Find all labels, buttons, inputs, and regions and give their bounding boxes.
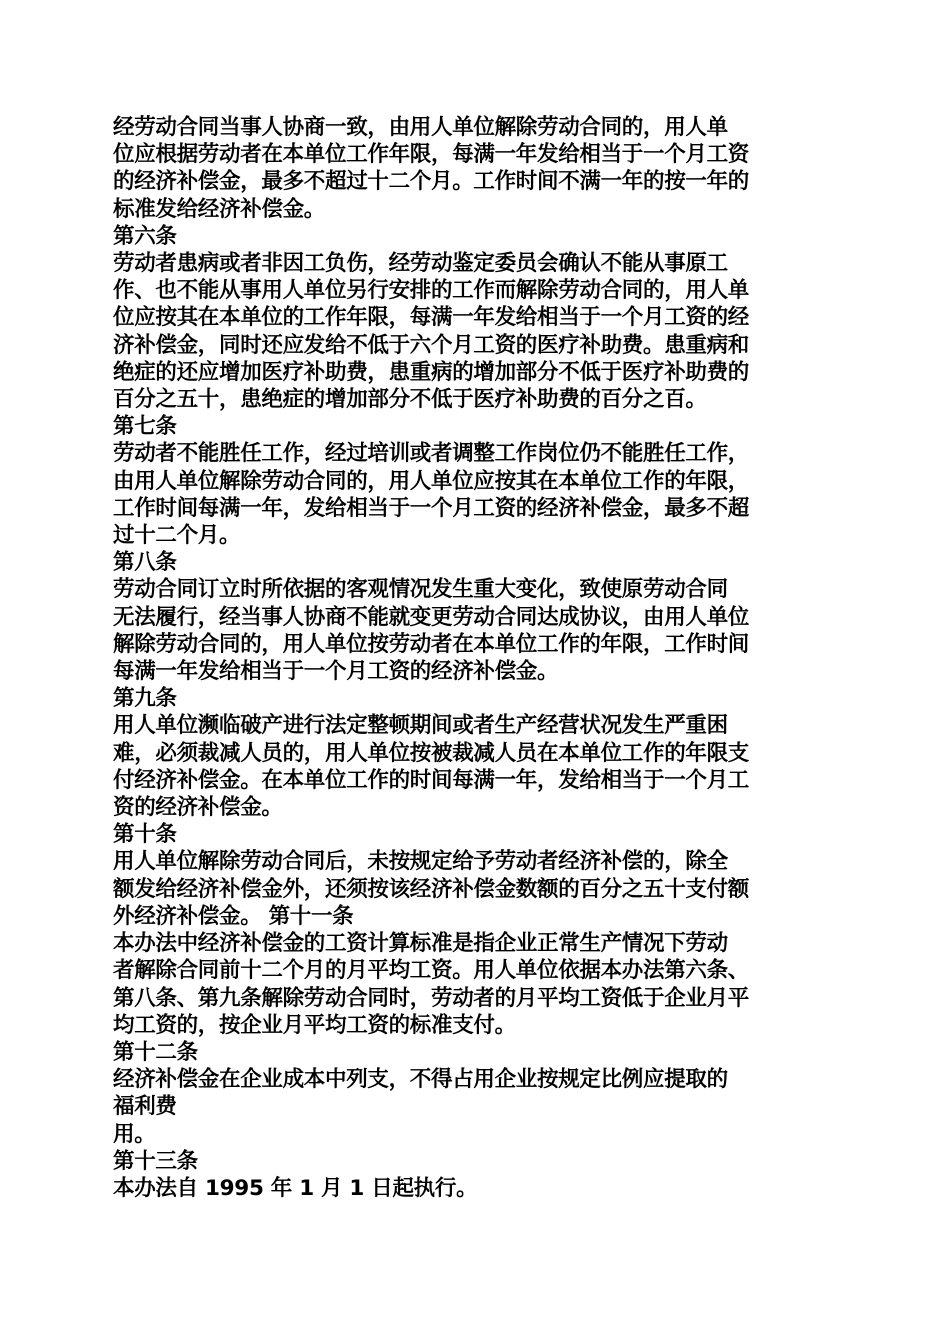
- text-line: 工作时间每满一年，发给相当于一个月工资的经济补偿金，最多不超: [113, 495, 750, 521]
- text-line: 资的经济补偿金。: [113, 795, 283, 821]
- text-line: 作、也不能从事用人单位另行安排的工作而解除劳动合同的，用人单: [113, 278, 750, 304]
- text-line: 劳动合同订立时所依据的客观情况发生重大变化，致使原劳动合同: [113, 577, 728, 603]
- text-line: 过十二个月。: [113, 523, 241, 549]
- document-body: [113, 114, 838, 1202]
- text-line: 位应根据劳动者在本单位工作年限，每满一年发给相当于一个月工资: [113, 142, 750, 168]
- text-line: 劳动者患病或者非因工负伤，经劳动鉴定委员会确认不能从事原工: [113, 251, 728, 277]
- article-heading: 第九条: [113, 686, 177, 712]
- text-line: 付经济补偿金。在本单位工作的时间每满一年，发给相当于一个月工: [113, 767, 750, 793]
- text-line: 的经济补偿金，最多不超过十二个月。工作时间不满一年的按一年的: [113, 169, 750, 195]
- text-line: 外经济补偿金。 第十一条: [113, 903, 354, 929]
- text-line: 额发给经济补偿金外，还须按该经济补偿金数额的百分之五十支付额: [113, 876, 750, 902]
- text-line: 每满一年发给相当于一个月工资的经济补偿金。: [113, 659, 559, 685]
- text-line: 用人单位濒临破产进行法定整顿期间或者生产经营状况发生严重困: [113, 713, 728, 739]
- text-line: 福利费: [113, 1094, 177, 1120]
- text-line: 劳动者不能胜任工作，经过培训或者调整工作岗位仍不能胜任工作，: [113, 441, 750, 467]
- article-heading: 第八条: [113, 550, 177, 576]
- text-line: 用。: [113, 1121, 156, 1147]
- article-heading: 第十三条: [113, 1148, 198, 1174]
- article-heading: 第十二条: [113, 1039, 198, 1065]
- text-line: 位应按其在本单位的工作年限，每满一年发给相当于一个月工资的经: [113, 305, 750, 331]
- text-line: 标准发给经济补偿金。: [113, 196, 326, 222]
- text-line: 济补偿金，同时还应发给不低于六个月工资的医疗补助费。患重病和: [113, 332, 750, 358]
- text-line: 难，必须裁减人员的，用人单位按被裁减人员在本单位工作的年限支: [113, 740, 750, 766]
- text-line: 无法履行，经当事人协商不能就变更劳动合同达成协议，由用人单位: [113, 604, 750, 630]
- text-line: 本办法中经济补偿金的工资计算标准是指企业正常生产情况下劳动: [113, 931, 728, 957]
- text-line: 经济补偿金在企业成本中列支，不得占用企业按规定比例应提取的: [113, 1067, 728, 1093]
- text-line: 百分之五十，患绝症的增加部分不低于医疗补助费的百分之百。: [113, 387, 707, 413]
- article-heading: 第十条: [113, 822, 177, 848]
- article-heading: 第七条: [113, 414, 177, 440]
- text-line: 第八条、第九条解除劳动合同时，劳动者的月平均工资低于企业月平: [113, 985, 750, 1011]
- text-line: 者解除合同前十二个月的月平均工资。用人单位依据本办法第六条、: [113, 958, 750, 984]
- text-line: 解除劳动合同的，用人单位按劳动者在本单位工作的年限，工作时间: [113, 631, 750, 657]
- text-line: 经劳动合同当事人协商一致，由用人单位解除劳动合同的，用人单: [113, 115, 728, 140]
- text-line: 均工资的，按企业月平均工资的标准支付。: [113, 1012, 516, 1038]
- text-line: 本办法自 1995 年 1 月 1 日起执行。: [113, 1175, 478, 1201]
- text-line: 绝症的还应增加医疗补助费，患重病的增加部分不低于医疗补助费的: [113, 359, 750, 385]
- text-line: 用人单位解除劳动合同后，未按规定给予劳动者经济补偿的，除全: [113, 849, 728, 875]
- article-heading: 第六条: [113, 223, 177, 249]
- text-line: 由用人单位解除劳动合同的，用人单位应按其在本单位工作的年限，: [113, 468, 750, 494]
